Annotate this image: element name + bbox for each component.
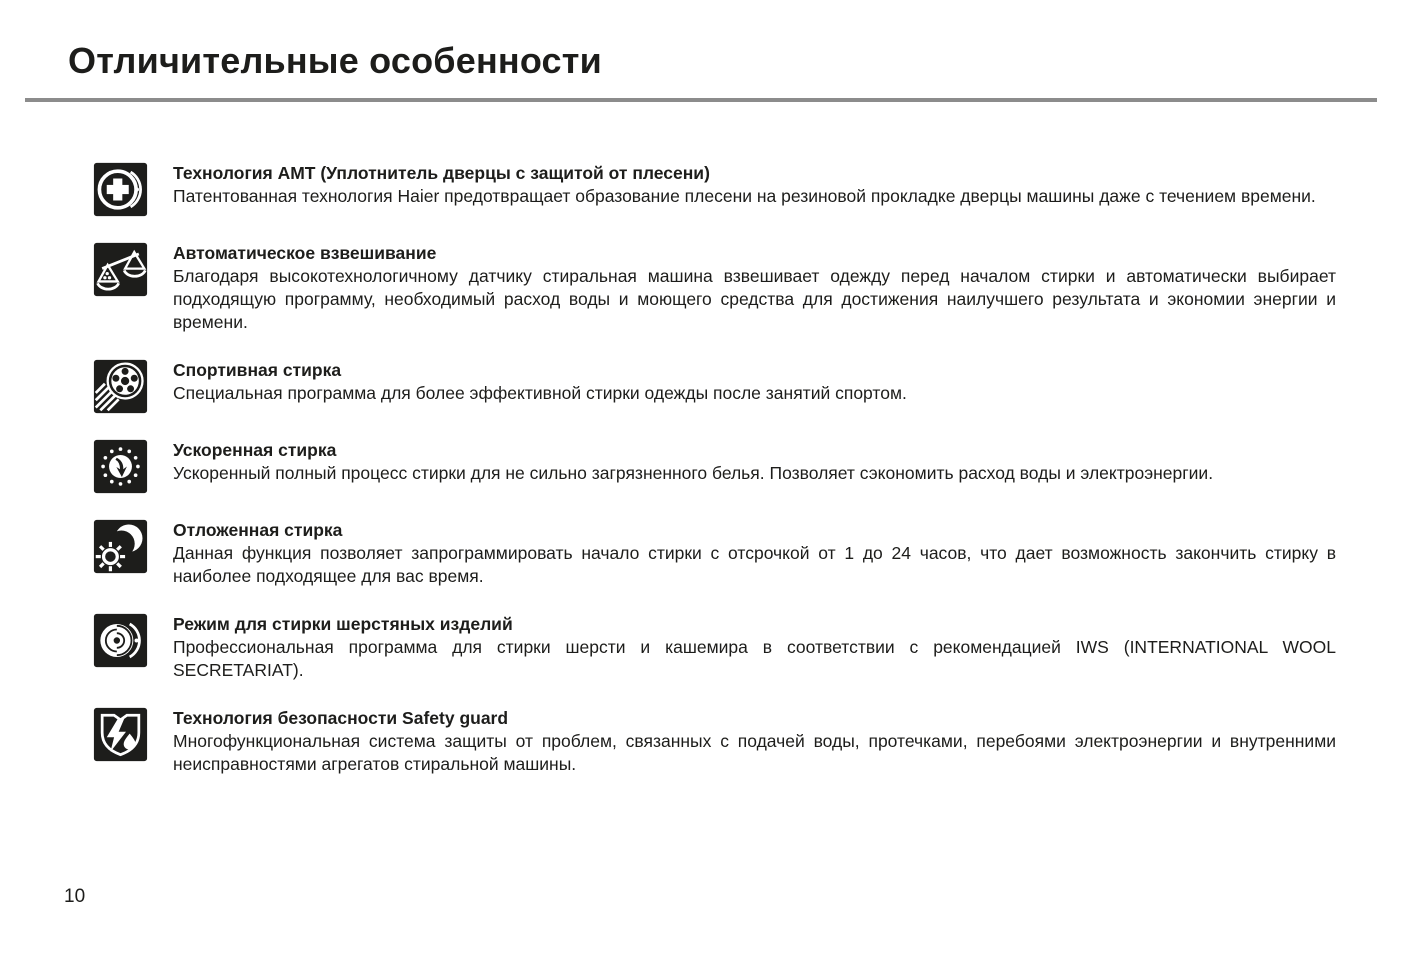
feature-amt	[93, 162, 1336, 217]
safety-shield-icon	[93, 707, 148, 762]
feature-body: Специальная программа для более эффективной стирки одежды после занятий спортом.	[173, 383, 907, 403]
feature-body: Ускоренный полный процесс стирки для не сильно загрязненного белья. Позволяет сэкономить расход воды и электроэнергии.	[173, 463, 1214, 483]
sun-moon-icon	[93, 519, 148, 574]
soccer-ball-icon	[93, 359, 148, 414]
feature-heading: Технология АМТ (Уплотнитель дверцы с защитой от плесени)	[173, 163, 710, 183]
feature-body: Благодаря высокотехнологичному датчику стиральная машина взвешивает одежду перед началом стирки и автоматически выбирает подходящую программу, необходимый расход воды и моющего средства для достижения наилучшего результата и экономии энергии и времени.	[173, 266, 1336, 332]
feature-heading: Спортивная стирка	[173, 360, 342, 380]
header-divider	[25, 98, 1377, 102]
amt-door-seal-icon	[93, 162, 148, 217]
feature-body: Патентованная технология Haier предотвращает образование плесени на резиновой прокладке дверцы машины даже с течением времени.	[173, 186, 1316, 206]
features-list	[93, 162, 1336, 801]
quick-wash-clock-icon	[93, 439, 148, 494]
feature-body: Профессиональная программа для стирки шерсти и кашемира в соответствии с рекомендацией IWS (INTERNATIONAL WOOL SECRETARIAT).	[173, 637, 1336, 680]
feature-heading: Ускоренная стирка	[173, 440, 337, 460]
feature-safety-guard	[93, 707, 1336, 776]
wool-yarn-icon	[93, 613, 148, 668]
scales-icon	[93, 242, 148, 297]
feature-heading: Технология безопасности Safety guard	[173, 708, 509, 728]
feature-body: Многофункциональная система защиты от проблем, связанных с подачей воды, протечками, перебоями электроэнергии и внутренними неисправностями агрегатов стиральной машины.	[173, 731, 1336, 774]
feature-wool-mode	[93, 613, 1336, 682]
feature-heading: Автоматическое взвешивание	[173, 243, 437, 263]
feature-delayed-wash	[93, 519, 1336, 588]
feature-auto-weighing	[93, 242, 1336, 334]
feature-quick-wash	[93, 439, 1336, 494]
feature-heading: Отложенная стирка	[173, 520, 343, 540]
feature-body: Данная функция позволяет запрограммировать начало стирки с отсрочкой от 1 до 24 часов, что дает возможность закончить стирку в наиболее подходящее для вас время.	[173, 543, 1336, 586]
feature-sport-wash	[93, 359, 1336, 414]
page-number: 10	[64, 886, 86, 907]
page-title: Отличительные особенности	[68, 40, 602, 81]
feature-heading: Режим для стирки шерстяных изделий	[173, 614, 513, 634]
